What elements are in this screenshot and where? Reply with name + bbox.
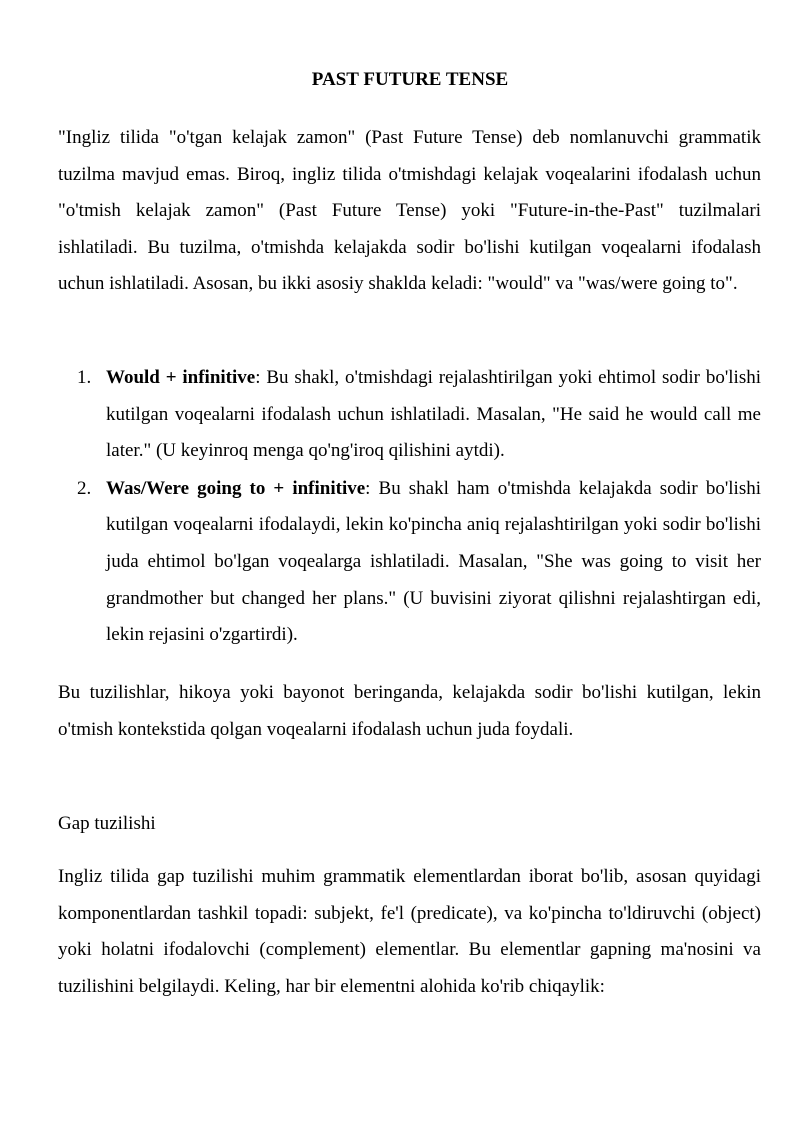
page-title: PAST FUTURE TENSE [311,69,509,90]
intro-paragraph: "Ingliz tilida "o'tgan kelajak zamon" (Past Future Tense) deb nomlanuvchi grammatik tuzilma mavjud emas. Biroq, ingliz tilida o'tmishdagi kelajak voqealarini ifodalash uchun "o'tmish kelajak zamon" (Past Future Tense) yoki "Future-in-the-Past" tuzilmalari ishlatiladi. Bu tuzilma, o'tmishda kelajakda sodir bo'lishi kutilgan voqealarni ifodalash uchun ishlatiladi. Asosan, bu ikki asosiy shaklda keladi: "would" va "was/were going to". [58,127,761,295]
list-item [58,471,761,654]
list-item-number: 1. [77,367,92,388]
list-item-text: : Bu shakl, o'tmishdagi rejalashtirilgan yoki ehtimol sodir bo'lishi kutilgan voqealarni ifodalash uchun ishlatiladi. Masalan, "He said he would call me later." (U keyinroq menga qo'ng'iroq qilishini aytdi). [106,367,761,462]
list-item-term: Was/Were going to + infinitive [106,477,366,499]
list-item-term: Would + infinitive [106,367,256,388]
numbered-list [58,360,761,655]
section-paragraph: Ingliz tilida gap tuzilishi muhim grammatik elementlardan iborat bo'lib, asosan quyidagi komponentlardan tashkil topadi: subjekt, fe'l (predicate), va ko'pincha to'ldiruvchi (object) yoki holatni ifodalovchi (complement) elementlar. Bu elementlar gapning ma'nosini va tuzilishini belgilaydi. Keling, har bir elementni alohida ko'rib chiqaylik: [58,866,761,997]
list-item-number: 2. [77,477,92,499]
conclusion-paragraph: Bu tuzilishlar, hikoya yoki bayonot beringanda, kelajakda sodir bo'lishi kutilgan, lekin o'tmish kontekstida qolgan voqealarni ifodalash uchun juda foydali. [58,682,761,740]
list-item-text: : Bu shakl ham o'tmishda kelajakda sodir bo'lishi kutilgan voqealarni ifodalaydi, lekin ko'pincha aniq rejalashtirilgan yoki sodir bo'lishi juda ehtimol bo'lgan voqealarga ishlatiladi. Masalan, "She was going to visit her grandmother but changed her plans." (U buvisini ziyorat qilishni rejalashtirgan edi, lekin rejasini o'zgartirdi). [106,477,761,646]
list-item [58,360,761,470]
section-heading: Gap tuzilishi [58,813,156,834]
